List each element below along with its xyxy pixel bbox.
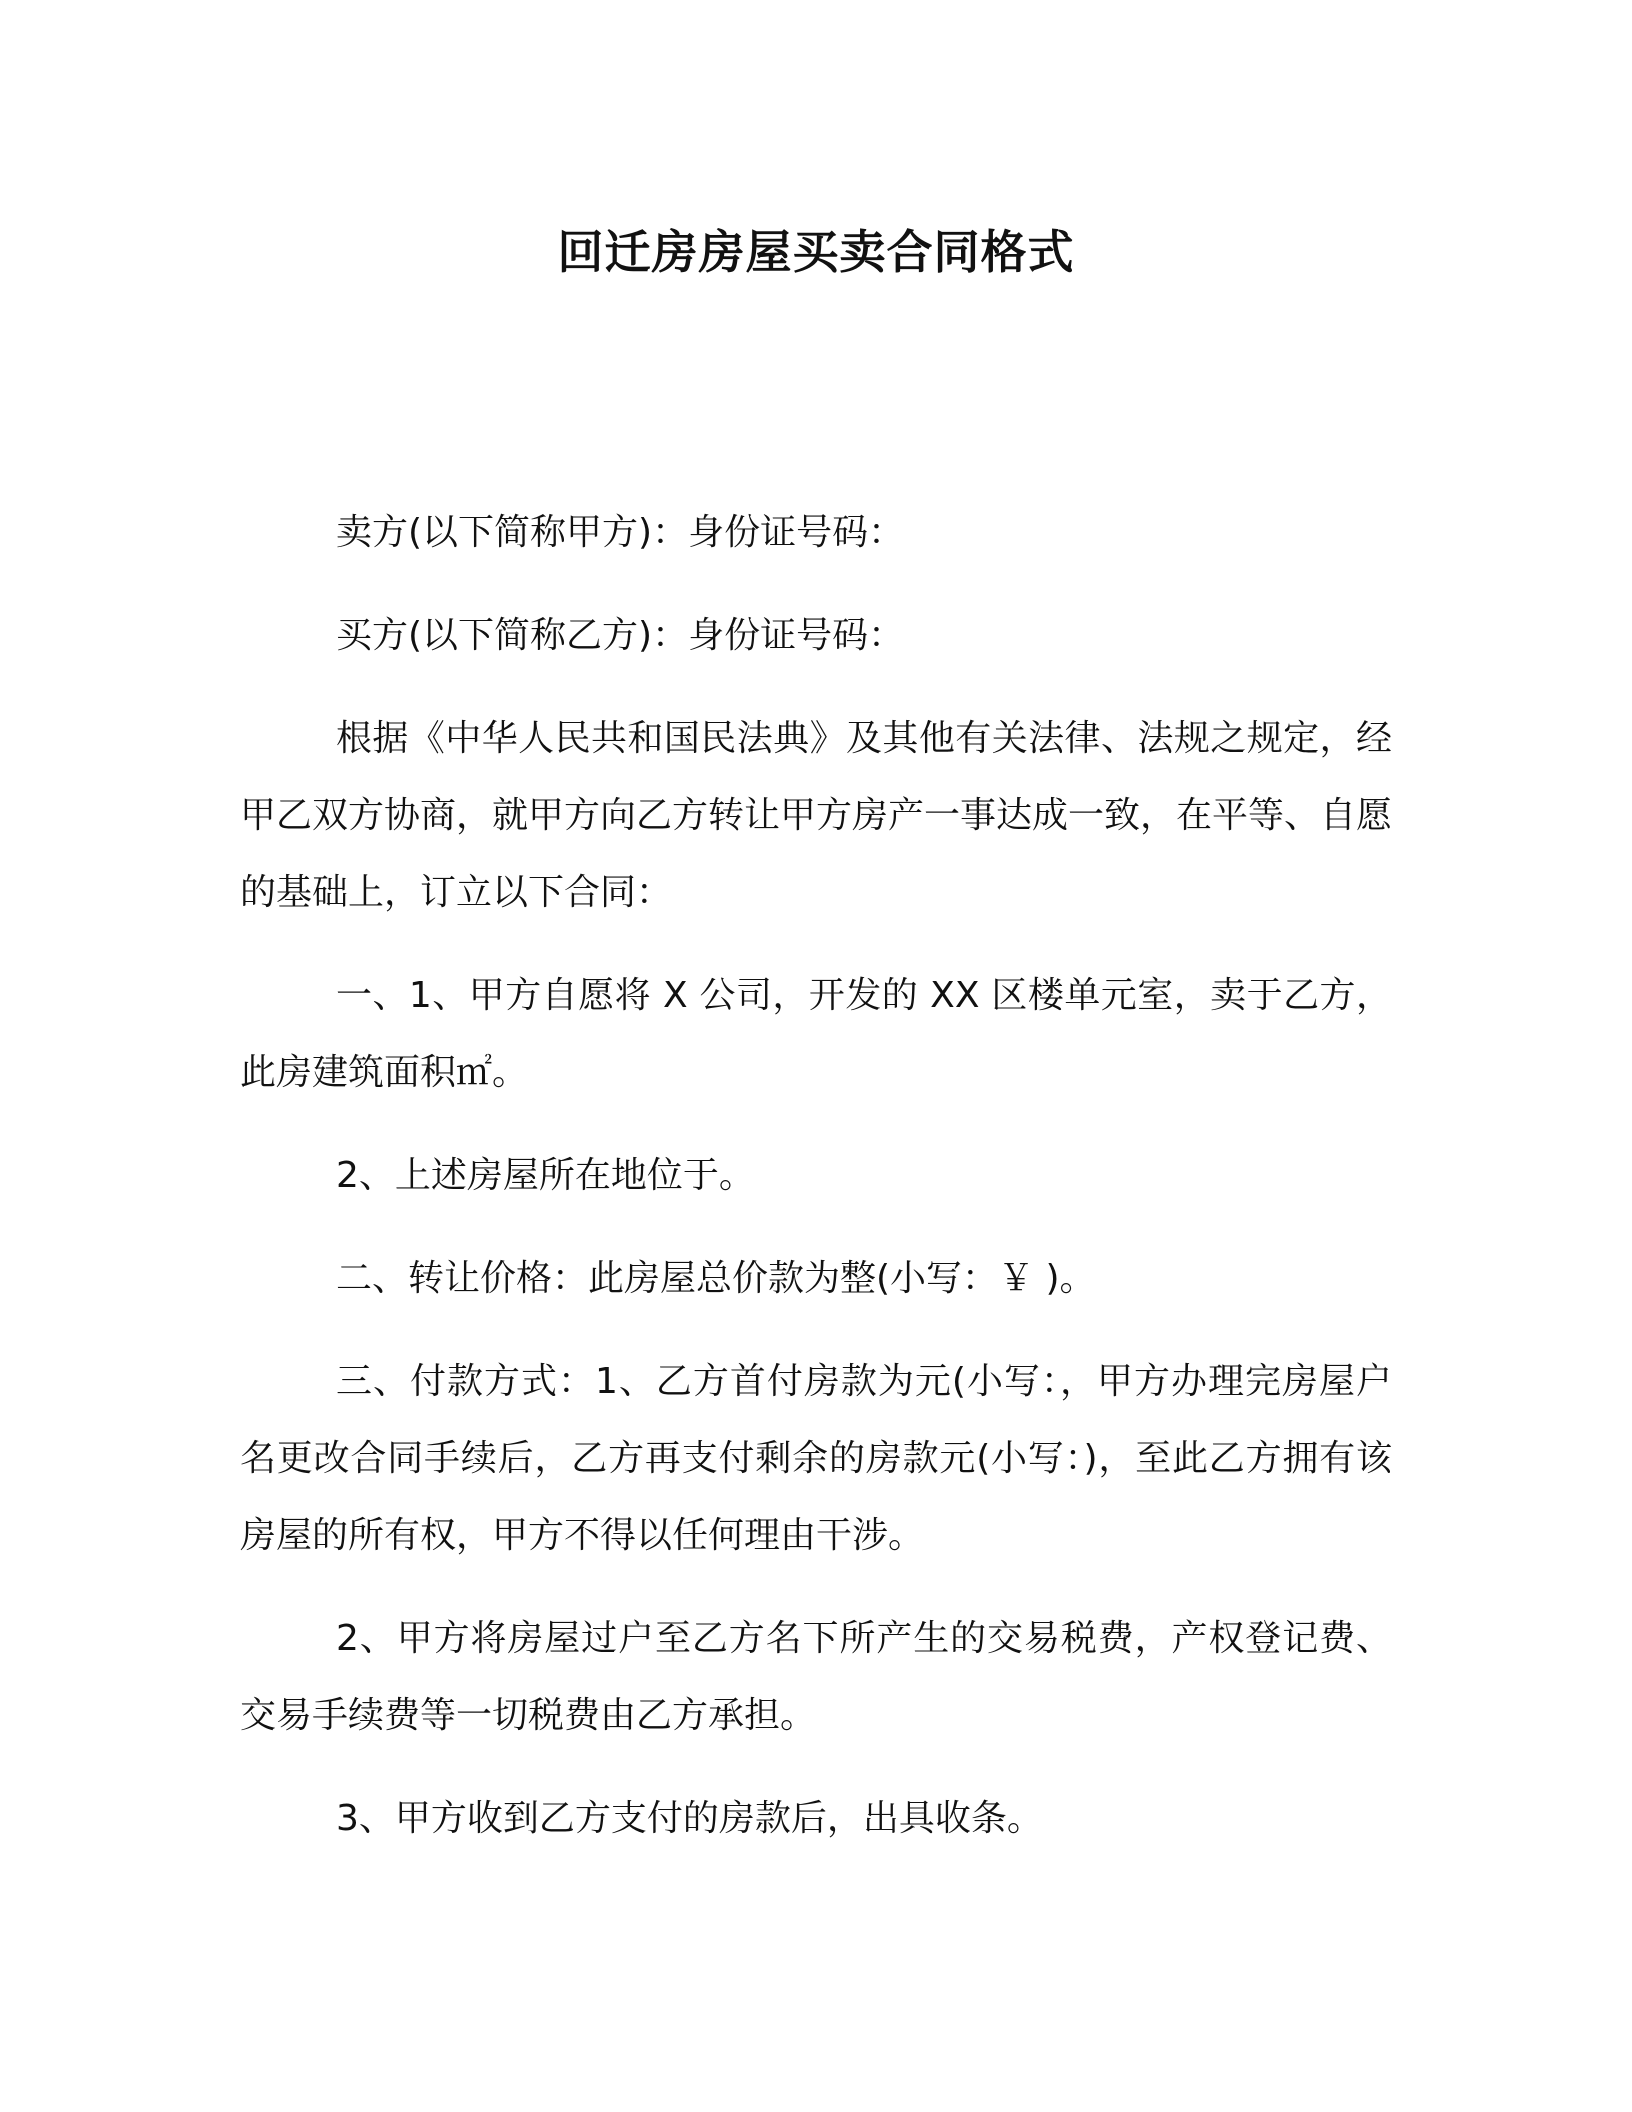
paragraph-preamble: 根据《中华人民共和国民法典》及其他有关法律、法规之规定，经甲乙双方协商，就甲方向乙方转让甲方房产一事达成一致，在平等、自愿的基础上，订立以下合同： <box>240 718 1393 913</box>
paragraph-buyer: 买方(以下简称乙方)：身份证号码： <box>336 615 905 656</box>
paragraph-clause-3-2: 2、甲方将房屋过户至乙方名下所产生的交易税费，产权登记费、交易手续费等一切税费由乙方承担。 <box>240 1618 1392 1736</box>
paragraph-clause-1-2: 2、上述房屋所在地位于。 <box>336 1155 755 1196</box>
paragraph-seller: 卖方(以下简称甲方)：身份证号码： <box>336 512 905 553</box>
document-body <box>240 494 1392 1883</box>
paragraph-clause-3-3: 3、甲方收到乙方支付的房款后，出具收条。 <box>336 1798 1043 1839</box>
document-title: 回迁房房屋买卖合同格式 <box>557 225 1075 279</box>
paragraph-clause-3-1: 三、付款方式：1、乙方首付房款为元(小写：，甲方办理完房屋户名更改合同手续后，乙方再支付剩余的房款元(小写：)，至此乙方拥有该房屋的所有权，甲方不得以任何理由干涉。 <box>240 1361 1392 1556</box>
paragraph-clause-1-1: 一、1、甲方自愿将 X 公司，开发的 XX 区楼单元室，卖于乙方，此房建筑面积㎡。 <box>240 975 1392 1093</box>
paragraph-clause-2: 二、转让价格：此房屋总价款为整(小写：￥ )。 <box>336 1258 1096 1299</box>
